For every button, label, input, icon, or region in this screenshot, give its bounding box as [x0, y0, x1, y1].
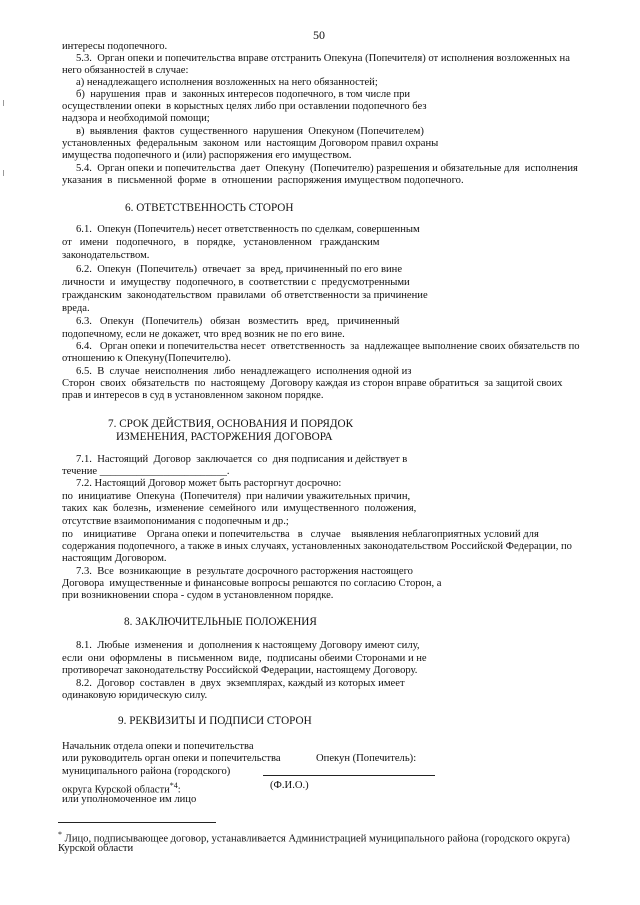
section7-heading: 7. СРОК ДЕЙСТВИЯ, ОСНОВАНИЯ И ПОРЯДОК — [108, 418, 354, 430]
section6-line: отношению к Опекуну(Попечителю). — [62, 353, 231, 364]
section7-line: таких как болезнь, изменение семейного или имущественного положения, — [62, 503, 417, 514]
section8-line: 8.2. Договор составлен в двух экземплярах, каждый из которых имеет — [76, 678, 405, 689]
section5-line: 5.4. Орган опеки и попечительства дает Опекуну (Попечителю) разрешения и обязательные для исполнения — [76, 163, 578, 174]
signatory-colon: : — [177, 784, 181, 796]
section7-line: по инициативе Органа опеки и попечительства в случае выявления неблагоприятных условий для — [62, 529, 539, 540]
section7-line: отсутствие взаимопонимания с подопечным и др.; — [62, 516, 289, 527]
section6-line: 6.1. Опекун (Попечитель) несет ответственность по сделкам, совершенным — [76, 224, 420, 235]
section8-line: если они оформлены в письменном виде, подписаны обеими Сторонами и не — [62, 653, 427, 664]
guardian-title: Опекун (Попечитель): — [316, 753, 417, 764]
footnote-line: Курской области — [58, 843, 134, 854]
section5-line: а) ненадлежащего исполнения возложенных на него обязанностей; — [76, 77, 378, 88]
section8-line: противоречат законодательству Российской Федерации, настоящему Договору. — [62, 665, 418, 676]
signatory-title: или уполномоченное им лицо — [62, 794, 197, 805]
section5-line: надзора и необходимой помощи; — [62, 113, 210, 124]
signatory-title: Начальник отдела опеки и попечительства — [62, 741, 254, 752]
section5-line: установленных федеральным законом или настоящим Договором правил охраны — [62, 138, 439, 149]
section5-line: в) выявления фактов существенного нарушения Опекуном (Попечителем) — [76, 126, 424, 137]
section6-line: личности и имуществу подопечного, в соответствии с предусмотренными — [62, 277, 410, 288]
section6-line: законодательством. — [62, 250, 150, 261]
section6-line: 6.4. Орган опеки и попечительства несет ответственность за надлежащее выполнение своих обязательств по — [76, 341, 580, 352]
section7-line: по инициативе Опекуна (Попечителя) при наличии уважительных причин, — [62, 491, 411, 502]
section7-line: настоящим Договором. — [62, 553, 167, 564]
section7-line: 7.3. Все возникающие в результате досрочного расторжения настоящего — [76, 566, 413, 577]
section7-line: при возникновении спора - судом в установленном порядке. — [62, 590, 334, 601]
section6-line: подопечному, если не докажет, что вред возник не по его вине. — [62, 329, 345, 340]
section6-line: 6.2. Опекун (Попечитель) отвечает за вред, причиненный по его вине — [76, 264, 403, 275]
section8-line: 8.1. Любые изменения и дополнения к настоящему Договору имеют силу, — [76, 640, 420, 651]
footnote-line: Лицо, подписывающее договор, устанавливается Администрацией муниципального района (городского округа) — [62, 833, 570, 845]
section7-line: 7.2. Настоящий Договор может быть расторгнут досрочно: — [76, 478, 342, 489]
section6-line: вреда. — [62, 303, 90, 314]
signatory-region: округа Курской области — [62, 784, 170, 796]
section5-line: б) нарушения прав и законных интересов подопечного, в том числе при — [76, 89, 411, 100]
section8-heading: 8. ЗАКЛЮЧИТЕЛЬНЫЕ ПОЛОЖЕНИЯ — [124, 616, 317, 628]
scan-margin-mark — [3, 100, 4, 106]
section7-line: Договора имущественные и финансовые вопросы решаются по согласию Сторон, а — [62, 578, 442, 589]
signatory-title: или руководитель орган опеки и попечительства — [62, 753, 281, 764]
signatory-title: муниципального района (городского) — [62, 766, 231, 777]
section8-line: одинаковую юридическую силу. — [62, 690, 208, 701]
section6-line: Сторон своих обязательств по настоящему Договору каждая из сторон вправе обратиться за защитой своих — [62, 378, 563, 389]
section5-line: имущества подопечного и (или) распоряжения его имуществом. — [62, 150, 352, 161]
section6-line: гражданским законодательством правилами об ответственности за причинение — [62, 290, 428, 301]
section5-line: осуществлении опеки в корыстных целях либо при оставлении подопечного без — [62, 101, 427, 112]
footnote-separator — [58, 822, 216, 823]
scan-margin-mark — [3, 170, 4, 176]
footnote-text — [58, 829, 570, 846]
section7-line: 7.1. Настоящий Договор заключается со дня подписания и действует в — [76, 454, 408, 465]
section7-line: течение ________________________. — [62, 466, 230, 477]
section6-line: прав и интересов в суд в установленном законом порядке. — [62, 390, 324, 401]
section5-line: него обязанностей в случае: — [62, 65, 189, 76]
section6-line: от имени подопечного, в порядке, установленном гражданским — [62, 237, 380, 248]
section7-line: содержания подопечного, а также в иных случаях, установленных законодательством Российской Федерации, по — [62, 541, 572, 552]
section7-heading: ИЗМЕНЕНИЯ, РАСТОРЖЕНИЯ ДОГОВОРА — [116, 431, 333, 443]
footnote-ref: *4 — [169, 781, 178, 790]
section9-heading: 9. РЕКВИЗИТЫ И ПОДПИСИ СТОРОН — [118, 715, 312, 727]
page-number: 50 — [313, 28, 325, 42]
section6-line: 6.5. В случае неисполнения либо ненадлежащего исполнения одной из — [76, 366, 412, 377]
guardian-signature-line — [263, 775, 435, 776]
section6-line: 6.3. Опекун (Попечитель) обязан возместить вред, причиненный — [76, 316, 400, 327]
section5-line: 5.3. Орган опеки и попечительства вправе отстранить Опекуна (Попечителя) от исполнения возложенных на — [76, 53, 570, 64]
footnote-mark: * — [58, 830, 62, 839]
section5-line: интересы подопечного. — [62, 41, 168, 52]
guardian-fio-caption: (Ф.И.О.) — [270, 780, 309, 791]
section6-heading: 6. ОТВЕТСТВЕННОСТЬ СТОРОН — [125, 202, 294, 214]
section5-line: указания в письменной форме в отношении распоряжения имуществом подопечного. — [62, 175, 464, 186]
